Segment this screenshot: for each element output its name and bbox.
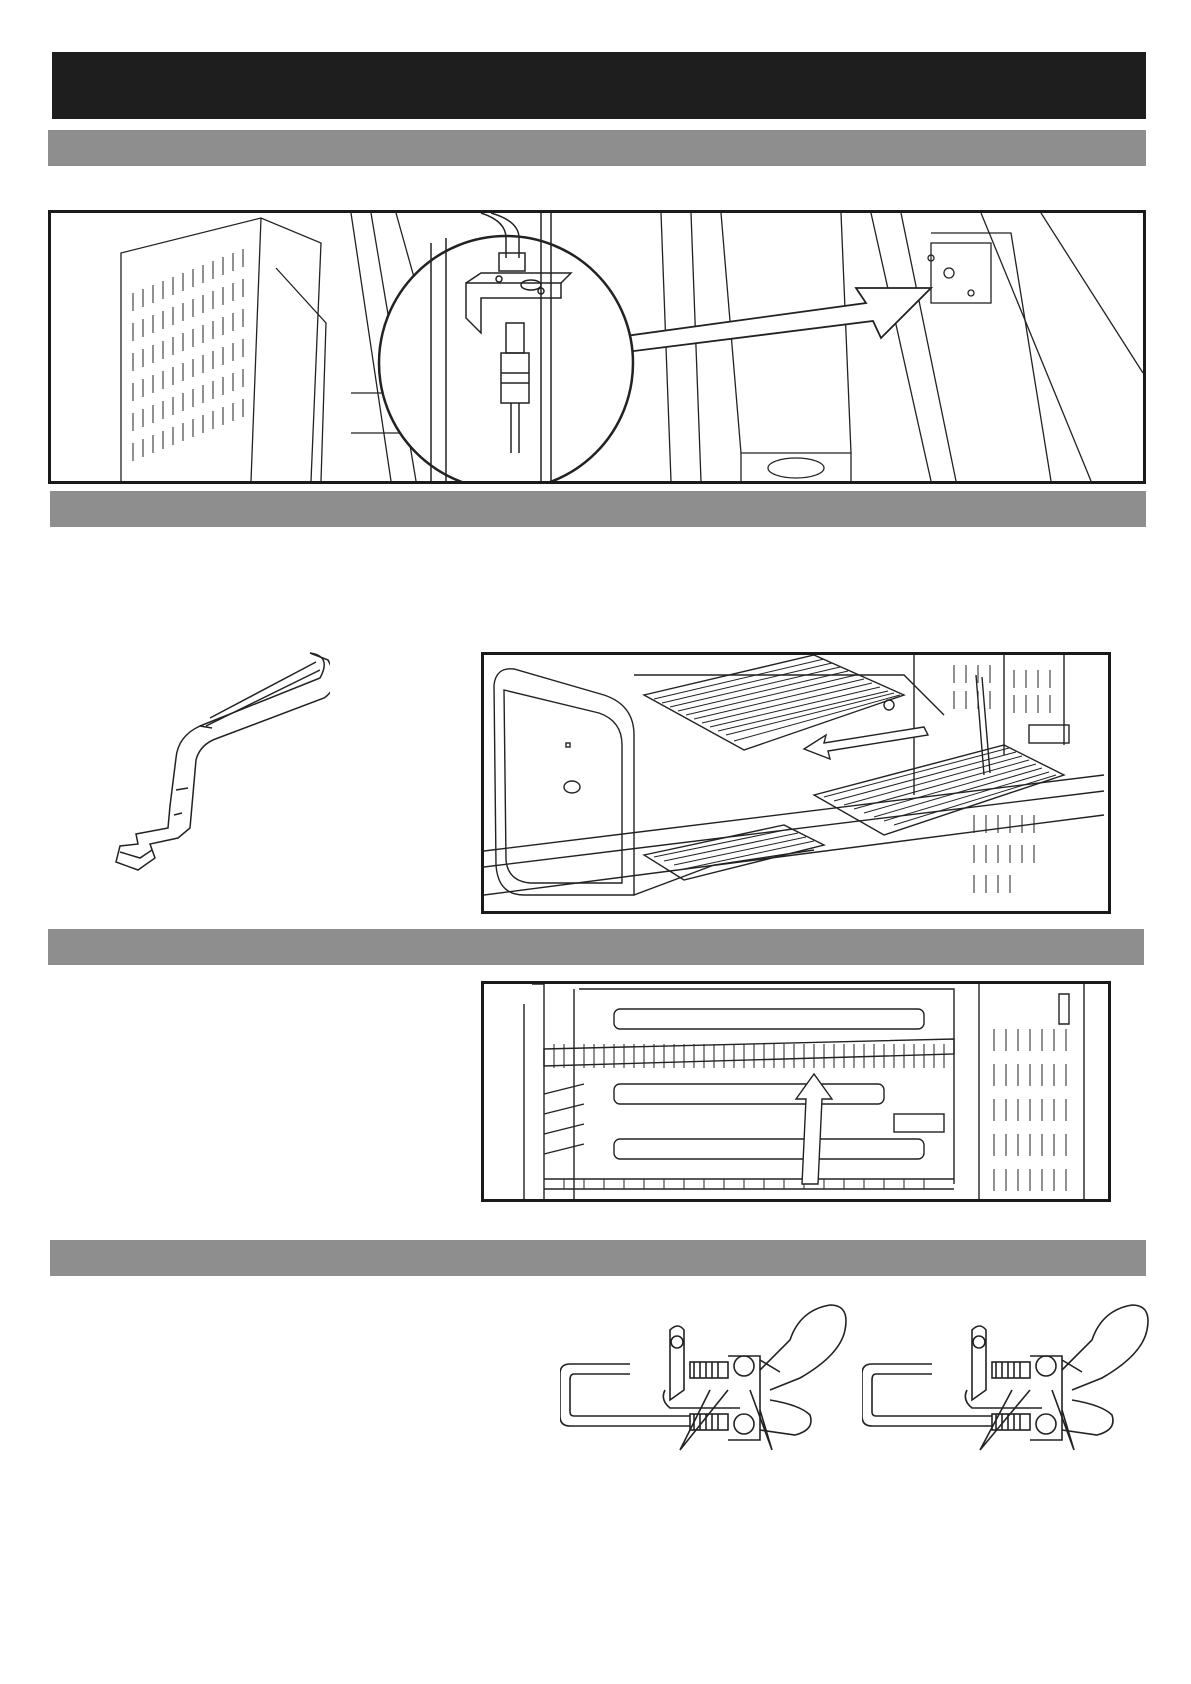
figure-burner-valve-before — [560, 1300, 850, 1480]
figure-burner-valve-after — [862, 1300, 1152, 1480]
section-header-bar-1 — [48, 130, 1146, 166]
section-header-bar-3 — [48, 929, 1144, 965]
page-title-bar — [52, 52, 1146, 119]
figure-igniter-cable-connection — [48, 210, 1146, 484]
section-header-bar-4 — [50, 1240, 1146, 1276]
figure-warming-rack-installation — [481, 981, 1111, 1202]
section-header-bar-2 — [50, 491, 1146, 527]
figure-grill-lifter-tool — [80, 648, 330, 888]
figure-cooking-grid-removal — [481, 652, 1111, 914]
